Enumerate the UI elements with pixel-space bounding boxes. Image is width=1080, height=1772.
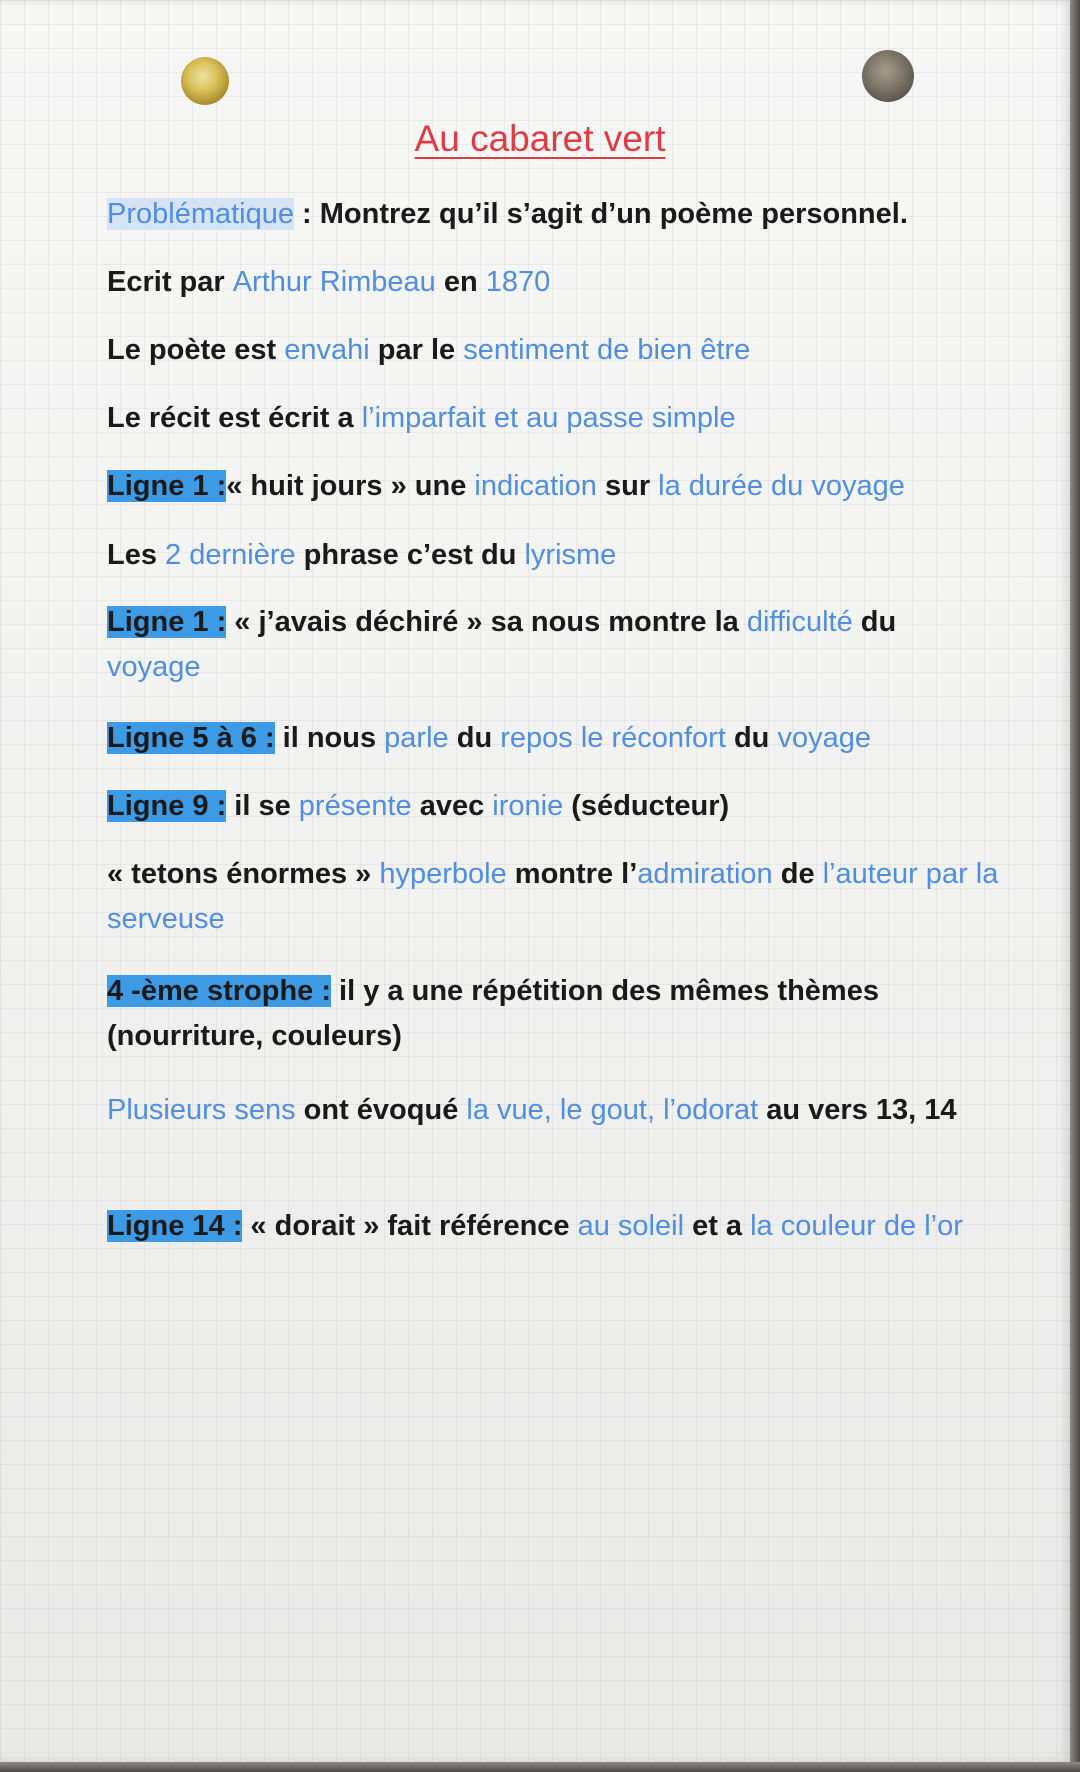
- note-line: Ecrit par Arthur Rimbeau en 1870: [107, 266, 551, 298]
- note-line: Ligne 9 : il se présente avec ironie (séducteur): [107, 790, 730, 822]
- pushpin-icon: [862, 50, 914, 102]
- note-line: Le récit est écrit a l’imparfait et au passe simple: [107, 402, 736, 434]
- note-line: Plusieurs sens ont évoqué la vue, le gout, l’odorat au vers 13, 14: [107, 1094, 957, 1126]
- strophe-ref-highlight: 4 -ème strophe :: [107, 975, 331, 1007]
- line-ref-highlight: Ligne 5 à 6 :: [107, 722, 275, 754]
- note-line: Les 2 dernière phrase c’est du lyrisme: [107, 539, 617, 571]
- note-line: « tetons énormes » hyperbole montre l’admiration de l’auteur par la serveuse: [107, 858, 999, 935]
- line-ref-highlight: Ligne 14 :: [107, 1210, 243, 1242]
- note-line: 4 -ème strophe : il y a une répétition des mêmes thèmes (nourriture, couleurs): [107, 975, 879, 1052]
- page-edge: [0, 1762, 1080, 1772]
- note-line: Ligne 14 : « dorait » fait référence au soleil et a la couleur de l’or: [107, 1210, 963, 1242]
- page-edge: [1070, 0, 1080, 1772]
- line-ref-highlight: Ligne 9 :: [107, 790, 227, 822]
- page-title: Au cabaret vert: [414, 118, 666, 159]
- note-line: Le poète est envahi par le sentiment de bien être: [107, 334, 751, 366]
- pushpin-icon: [181, 57, 229, 105]
- line-ref-highlight: Ligne 1 :: [107, 606, 227, 638]
- line-ref-highlight: Ligne 1 :: [107, 470, 227, 502]
- note-line: Ligne 1 : « j’avais déchiré » sa nous montre la difficulté du voyage: [107, 606, 897, 683]
- note-line: Ligne 5 à 6 : il nous parle du repos le réconfort du voyage: [107, 722, 871, 754]
- note-line: Ligne 1 :« huit jours » une indication sur la durée du voyage: [107, 470, 905, 502]
- problematique-line: Problématique : Montrez qu’il s’agit d’un poème personnel.: [107, 198, 908, 230]
